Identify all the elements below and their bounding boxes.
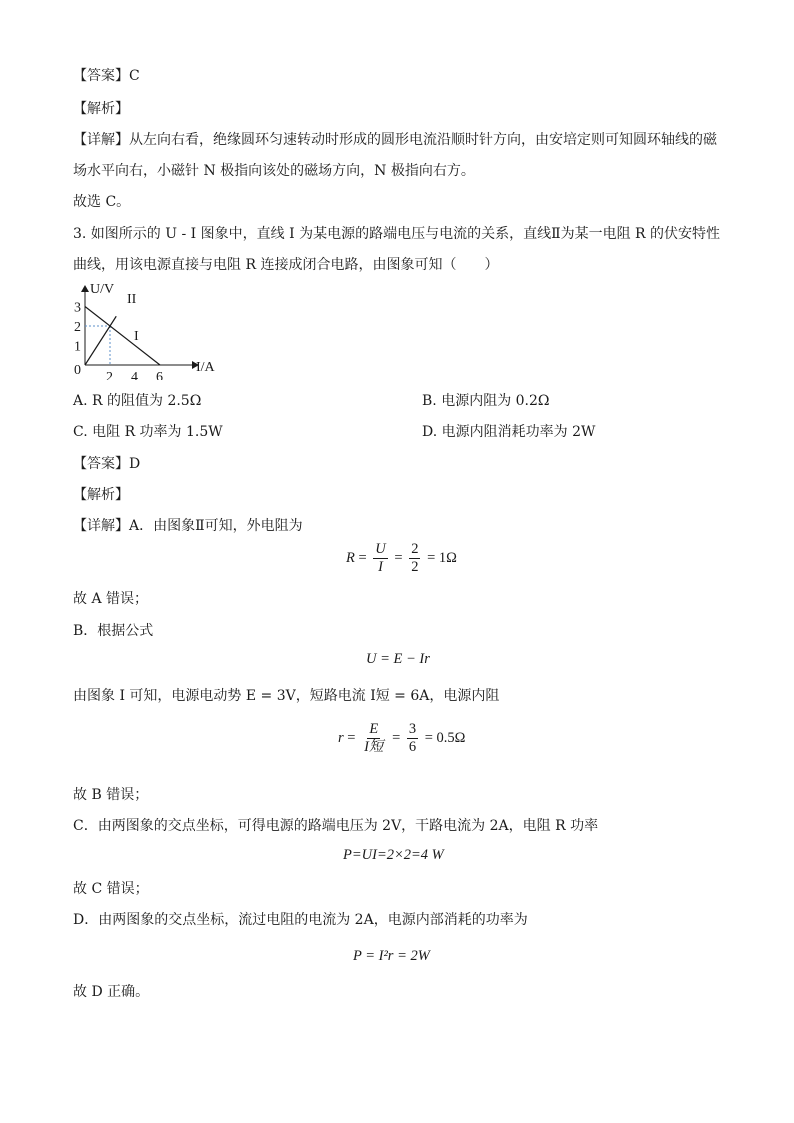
q3-stem-line1: 3. 如图所示的 U - I 图象中，直线 I 为某电源的路端电压与电流的关系，直线Ⅱ为某一电阻 R 的伏安特性	[73, 226, 721, 242]
eq-lhs: R	[346, 549, 355, 566]
answer-tag: 【答案】	[73, 68, 129, 84]
x-tick-label: 6	[156, 370, 163, 380]
x-tick-label: 4	[131, 370, 138, 380]
y-axis-label: U/V	[90, 282, 115, 297]
line2-label: II	[127, 292, 137, 307]
prev-conclusion: 故选 C。	[73, 194, 131, 210]
wrong-a: 故 A 错误；	[73, 591, 149, 607]
eq-result: = 1Ω	[427, 549, 457, 566]
equation-internal-resistance: r = $\frac{E}{\text{I短}}$ = $\frac{3}{6}$ = 0.5Ω	[338, 721, 466, 755]
wrong-c: 故 C 错误；	[73, 881, 149, 897]
prev-detail-line1: 【详解】从左向右看，绝缘圆环匀速转动时形成的圆形电流沿顺时针方向，由安培定则可知圆环轴线的磁	[73, 132, 717, 148]
option-a: A. R 的阻值为 2.5Ω	[73, 393, 202, 409]
answer-value: C	[129, 68, 140, 84]
eq-lhs: r	[338, 729, 344, 746]
ui-graph	[72, 280, 232, 380]
equation-p1: P=UI=2×2=4 W	[343, 847, 444, 863]
q3-analysis-tag: 【解析】	[73, 487, 129, 503]
d-line: D．由两图象的交点坐标，流过电阻的电流为 2A，电源内部消耗的功率为	[73, 912, 528, 928]
x-axis-label: I/A	[196, 360, 215, 375]
y-tick-label: 3	[74, 300, 81, 316]
fraction: $\frac{U}{I}$	[375, 541, 386, 575]
equation-u: U = E − Ir	[366, 651, 430, 667]
y-tick-label: 2	[74, 320, 81, 335]
equation-r-resistance: R = $\frac{U}{I}$ = $\frac{2}{2}$ = 1Ω	[346, 541, 457, 575]
b-intro: B．根据公式	[73, 623, 154, 639]
x-tick-label: 2	[106, 370, 113, 380]
prev-analysis-tag: 【解析】	[73, 101, 129, 117]
b-line: 由图象 I 可知，电源电动势 E = 3V，短路电流 I短 = 6A，电源内阻	[73, 688, 500, 704]
detail-a: 【详解】A．由图象Ⅱ可知，外电阻为	[73, 518, 303, 534]
line1-label: I	[134, 329, 139, 344]
series-line-1	[85, 307, 160, 366]
right-d: 故 D 正确。	[73, 984, 150, 1000]
option-b: B. 电源内阻为 0.2Ω	[422, 393, 550, 409]
fraction: $\frac{E}{\text{I短}}$	[364, 721, 384, 755]
option-c: C. 电阻 R 功率为 1.5W	[73, 424, 223, 440]
q3-answer-line	[73, 455, 140, 473]
answer-tag: 【答案】	[73, 456, 129, 472]
fraction: $\frac{2}{2}$	[411, 541, 419, 575]
origin-label: 0	[74, 363, 81, 378]
eq-result: = 0.5Ω	[424, 729, 466, 746]
y-tick-label: 1	[74, 339, 81, 355]
c-line: C．由两图象的交点坐标，可得电源的路端电压为 2V，干路电流为 2A，电阻 R 功率	[73, 818, 599, 834]
q3-stem-line2: 曲线，用该电源直接与电阻 R 连接成闭合电路，由图象可知（ ）	[73, 257, 499, 273]
wrong-b: 故 B 错误；	[73, 787, 149, 803]
equation-p2: P = I²r = 2W	[353, 948, 430, 964]
option-d: D. 电源内阻消耗功率为 2W	[422, 424, 596, 440]
series-line-2	[85, 316, 116, 365]
fraction: $\frac{3}{6}$	[408, 721, 417, 755]
answer-value: D	[129, 456, 141, 472]
prev-answer-line	[73, 67, 140, 85]
prev-detail-line2: 场水平向右，小磁针 N 极指向该处的磁场方向，N 极指向右方。	[73, 163, 475, 179]
